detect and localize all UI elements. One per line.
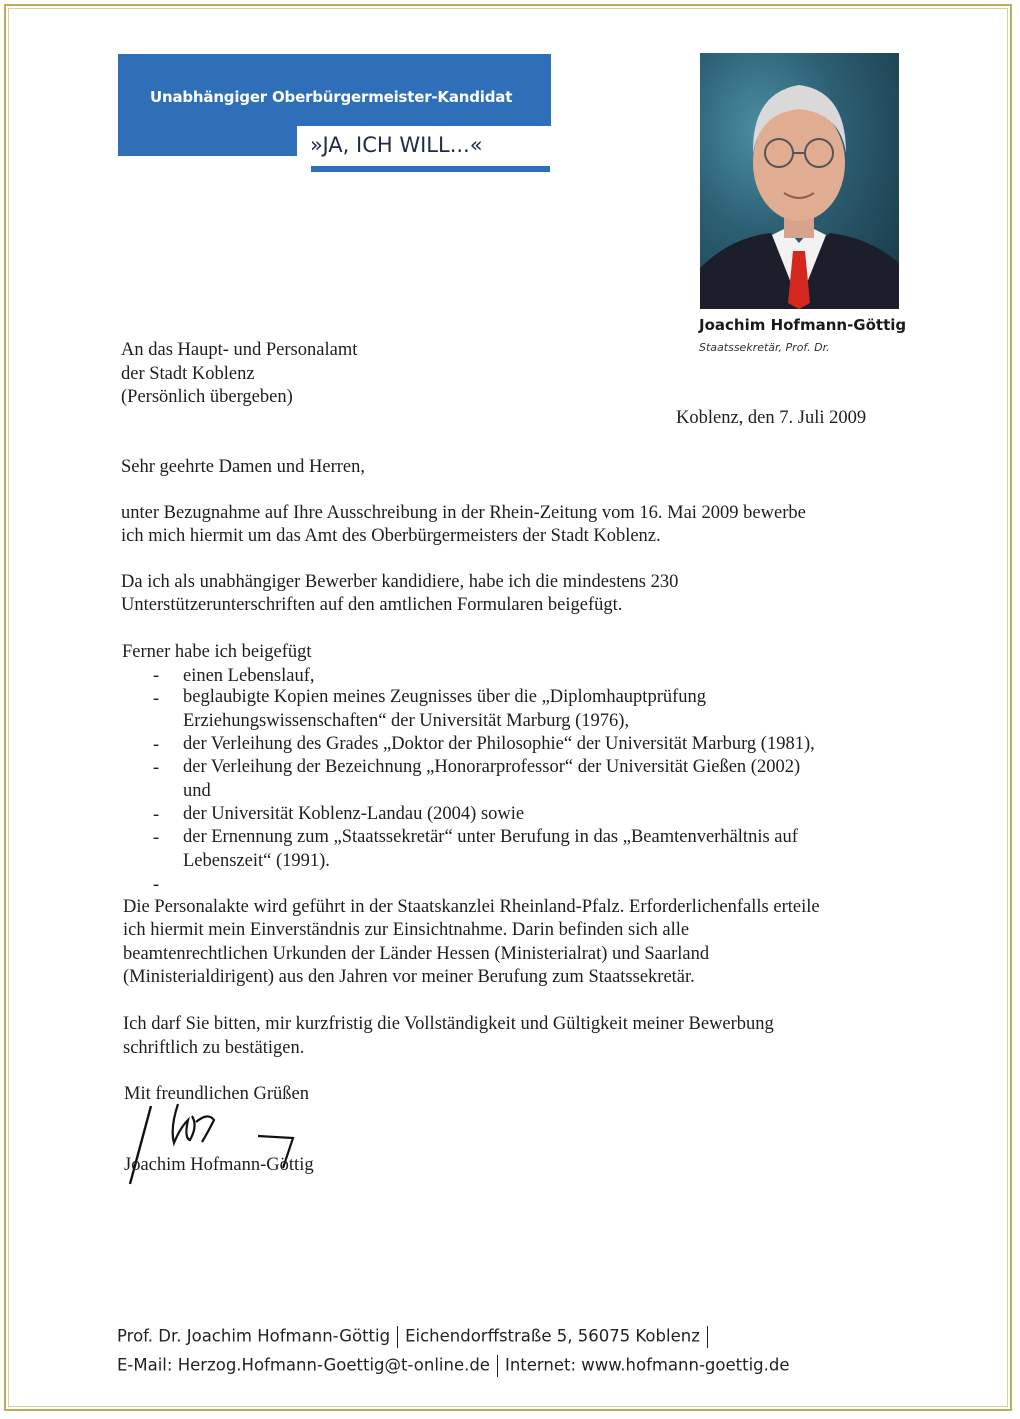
attachments-intro: Ferner habe ich beigefügt [122, 642, 312, 662]
footer-email-label: E-Mail: [117, 1355, 173, 1375]
paragraph-line: beamtenrechtlichen Urkunden der Länder Hessen (Ministerialrat) und Saarland [123, 944, 710, 964]
recipient-line: (Persönlich übergeben) [121, 387, 293, 407]
footer-name: Prof. Dr. Joachim Hofmann-Göttig [117, 1326, 391, 1346]
footer-email[interactable]: Herzog.Hofmann-Goettig@t-online.de [177, 1355, 490, 1375]
slogan-underline [311, 166, 550, 172]
paragraph-line: unter Bezugnahme auf Ihre Ausschreibung in der Rhein-Zeitung vom 16. Mai 2009 bewerbe [121, 503, 806, 523]
paragraph-line: ich hiermit mein Einverständnis zur Einsichtnahme. Darin befinden sich alle [123, 920, 690, 940]
paragraph-line: Die Personalakte wird geführt in der Staatskanzlei Rheinland-Pfalz. Erforderlichenfalls erteile [123, 897, 820, 917]
footer-separator [707, 1326, 708, 1348]
list-bullet: - [153, 828, 160, 848]
paragraph-line: Da ich als unabhängiger Bewerber kandidiere, habe ich die mindestens 230 [121, 572, 679, 592]
list-bullet: - [153, 805, 160, 825]
list-item: beglaubigte Kopien meines Zeugnisses über die „Diplomhauptprüfung [183, 687, 707, 707]
signature-name: Joachim Hofmann-Göttig [124, 1155, 314, 1175]
footer-separator [397, 1326, 398, 1348]
recipient-line: An das Haupt- und Personalamt [121, 340, 358, 360]
list-item: Erziehungswissenschaften“ der Universität Marburg (1976), [183, 711, 630, 731]
paragraph-line: Ich darf Sie bitten, mir kurzfristig die Vollständigkeit und Gültigkeit meiner Bewerbung [123, 1014, 774, 1034]
list-bullet: - [153, 689, 160, 709]
salutation: Sehr geehrte Damen und Herren, [121, 457, 365, 477]
recipient-line: der Stadt Koblenz [121, 364, 255, 384]
footer-website[interactable]: www.hofmann-goettig.de [581, 1355, 790, 1375]
footer-separator [497, 1355, 498, 1377]
list-bullet: - [153, 666, 160, 686]
footer-line-1 [117, 1326, 715, 1348]
campaign-slogan: »JA, ICH WILL...« [310, 133, 483, 157]
list-bullet: - [153, 875, 160, 895]
list-item: der Verleihung der Bezeichnung „Honorarprofessor“ der Universität Gießen (2002) [183, 757, 801, 777]
list-item: und [183, 781, 211, 801]
list-bullet: - [153, 735, 160, 755]
paragraph-line: schriftlich zu bestätigen. [123, 1038, 305, 1058]
list-bullet: - [153, 758, 160, 778]
candidate-name: Joachim Hofmann-Göttig [699, 316, 907, 334]
banner-title: Unabhängiger Oberbürgermeister-Kandidat [150, 88, 513, 106]
closing: Mit freundlichen Grüßen [124, 1084, 309, 1104]
paragraph-line: Unterstützerunterschriften auf den amtlichen Formularen beigefügt. [121, 595, 623, 615]
footer-internet-label: Internet: [504, 1355, 577, 1375]
list-item: der Verleihung des Grades „Doktor der Philosophie“ der Universität Marburg (1981), [183, 734, 815, 754]
candidate-title: Staatssekretär, Prof. Dr. [699, 341, 830, 354]
candidate-photo [700, 53, 899, 309]
header-banner-tab [118, 126, 297, 156]
paragraph-line: ich mich hiermit um das Amt des Oberbürgermeisters der Stadt Koblenz. [121, 526, 661, 546]
list-item: der Ernennung zum „Staatssekretär“ unter Berufung in das „Beamtenverhältnis auf [183, 827, 798, 847]
footer-address: Eichendorffstraße 5, 56075 Koblenz [405, 1326, 700, 1346]
list-item: der Universität Koblenz-Landau (2004) sowie [183, 804, 525, 824]
list-item: einen Lebenslauf, [183, 666, 315, 686]
list-item: Lebenszeit“ (1991). [183, 851, 330, 871]
footer-line-2 [117, 1355, 790, 1377]
paragraph-line: (Ministerialdirigent) aus den Jahren vor meiner Berufung zum Staatssekretär. [123, 967, 695, 987]
date-line: Koblenz, den 7. Juli 2009 [676, 408, 867, 428]
portrait-illustration [700, 53, 899, 309]
